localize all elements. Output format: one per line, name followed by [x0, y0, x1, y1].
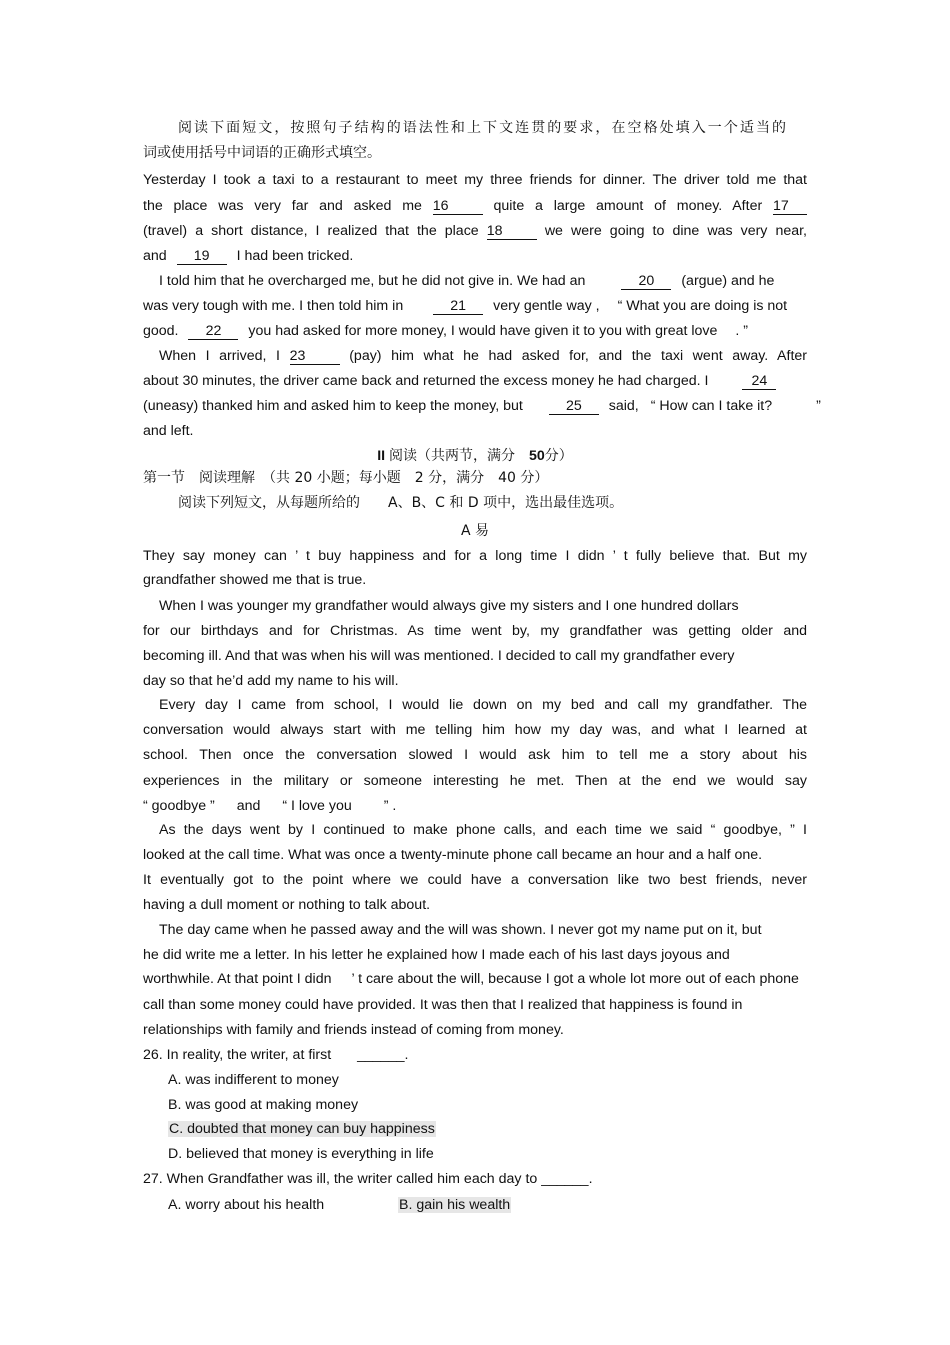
section-heading: II 阅读（共两节，满分 50分） — [377, 448, 573, 464]
cloze-p3-line-2: about 30 minutes, the driver came back and returned the excess money he had charged. I 24 — [143, 372, 807, 390]
cloze-p1-line-4: and 19 I had been tricked. — [143, 248, 354, 264]
cloze-instruction-line-1: 阅读下面短文，按照句子结构的语法性和上下文连贯的要求，在空格处填入一个适当的 — [178, 120, 786, 136]
blank-22: 22 — [188, 323, 238, 340]
blank-23: 23 — [290, 348, 340, 365]
blank-21: 21 — [433, 298, 483, 315]
cloze-p1-line-3: (travel) a short distance, I realized that the place 18 we were going to dine was very near, — [143, 223, 808, 239]
question-26: 26. In reality, the writer, at first ______. — [143, 1047, 409, 1063]
passage-line-12: As the days went by I continued to make phone calls, and each time we said “ goodbye, ” I — [159, 822, 807, 838]
question-27: 27. When Grandfather was ill, the writer called him each day to ______. — [143, 1171, 593, 1187]
blank-24: 24 — [742, 373, 776, 390]
passage-line-7: Every day I came from school, I would lie down on my bed and call my grandfather. The — [159, 697, 807, 713]
part-one-heading: 第一节 阅读理解 （共 20 小题；每小题 2 分，满分 40 分） — [143, 470, 549, 486]
cloze-p2-line-3: good. 22 you had asked for more money, I would have given it to you with great love . ” — [143, 323, 748, 339]
cloze-instruction-line-2: 词或使用括号中词语的正确形式填空。 — [143, 145, 381, 161]
passage-line-17: he did write me a letter. In his letter he explained how I made each of his last days joyous and — [143, 947, 730, 963]
passage-line-4: for our birthdays and for Christmas. As time went by, my grandfather was getting older and — [143, 623, 807, 639]
passage-line-2: grandfather showed me that is true. — [143, 572, 367, 588]
passage-line-9: school. Then once the conversation slowed I would ask him to tell me a story about his — [143, 747, 807, 763]
passage-line-20: relationships with family and friends instead of coming from money. — [143, 1022, 564, 1038]
cloze-p1-line-1: Yesterday I took a taxi to a restaurant to meet my three friends for dinner. The driver told me that — [143, 172, 807, 188]
passage-line-10: experiences in the military or someone interesting he met. Then at the end we would say — [143, 773, 807, 789]
passage-line-18: worthwhile. At that point I didn ’ t care about the will, because I got a whole lot more out of each phone — [143, 971, 799, 987]
question-26-option-a[interactable]: A. was indifferent to money — [168, 1072, 339, 1088]
passage-line-8: conversation would always start with me telling him how my day was, and what I learned at — [143, 722, 807, 738]
passage-line-11: “ goodbye ” and “ I love you ” . — [143, 798, 397, 814]
passage-line-5: becoming ill. And that was when his will was mentioned. I decided to call my grandfather every — [143, 648, 735, 664]
passage-line-13: looked at the call time. What was once a twenty-minute phone call became an hour and a half one. — [143, 847, 763, 863]
question-27-option-a[interactable]: A. worry about his health — [168, 1197, 325, 1213]
cloze-p3-line-3: (uneasy) thanked him and asked him to keep the money, but 25 said, “ How can I take it? ” — [143, 398, 821, 414]
question-27-option-b[interactable]: B. gain his wealth — [399, 1197, 511, 1213]
blank-17: 17 — [773, 198, 807, 215]
cloze-p2-line-1: I told him that he overcharged me, but he did not give in. We had an 20 (argue) and he — [159, 273, 775, 289]
reading-instruction: 阅读下列短文，从每题所给的 A、B、C 和 D 项中，选出最佳选项。 — [178, 495, 624, 511]
question-26-option-c[interactable]: C. doubted that money can buy happiness — [169, 1121, 435, 1137]
passage-line-19: call than some money could have provided. It was then that I realized that happiness is found in — [143, 997, 743, 1013]
blank-20: 20 — [621, 273, 671, 290]
passage-line-3: When I was younger my grandfather would always give my sisters and I one hundred dollars — [159, 598, 739, 614]
blank-18: 18 — [487, 223, 537, 240]
passage-line-15: having a dull moment or nothing to talk about. — [143, 897, 431, 913]
passage-label: A 易 — [460, 523, 490, 539]
cloze-p2-line-2: was very tough with me. I then told him in 21 very gentle way , “ What you are doing is not — [143, 298, 788, 314]
blank-25: 25 — [549, 398, 599, 415]
cloze-p3-line-4: and left. — [143, 423, 194, 439]
passage-line-14: It eventually got to the point where we could have a conversation like two best friends, never — [143, 872, 807, 888]
passage-line-6: day so that he’d add my name to his will. — [143, 673, 399, 689]
passage-line-16: The day came when he passed away and the will was shown. I never got my name put on it, but — [159, 922, 762, 938]
passage-line-1: They say money can ’ t buy happiness and for a long time I didn ’ t fully believe that. But my — [143, 548, 807, 564]
question-26-option-b[interactable]: B. was good at making money — [168, 1097, 359, 1113]
blank-19: 19 — [177, 248, 227, 265]
cloze-p1-line-2: the place was very far and asked me 16 quite a large amount of money. After 17 — [143, 197, 807, 215]
cloze-p3-line-1: When I arrived, I 23 (pay) him what he had asked for, and the taxi went away. After — [159, 348, 807, 364]
blank-16: 16 — [433, 198, 483, 215]
question-26-option-d[interactable]: D. believed that money is everything in life — [168, 1146, 434, 1162]
